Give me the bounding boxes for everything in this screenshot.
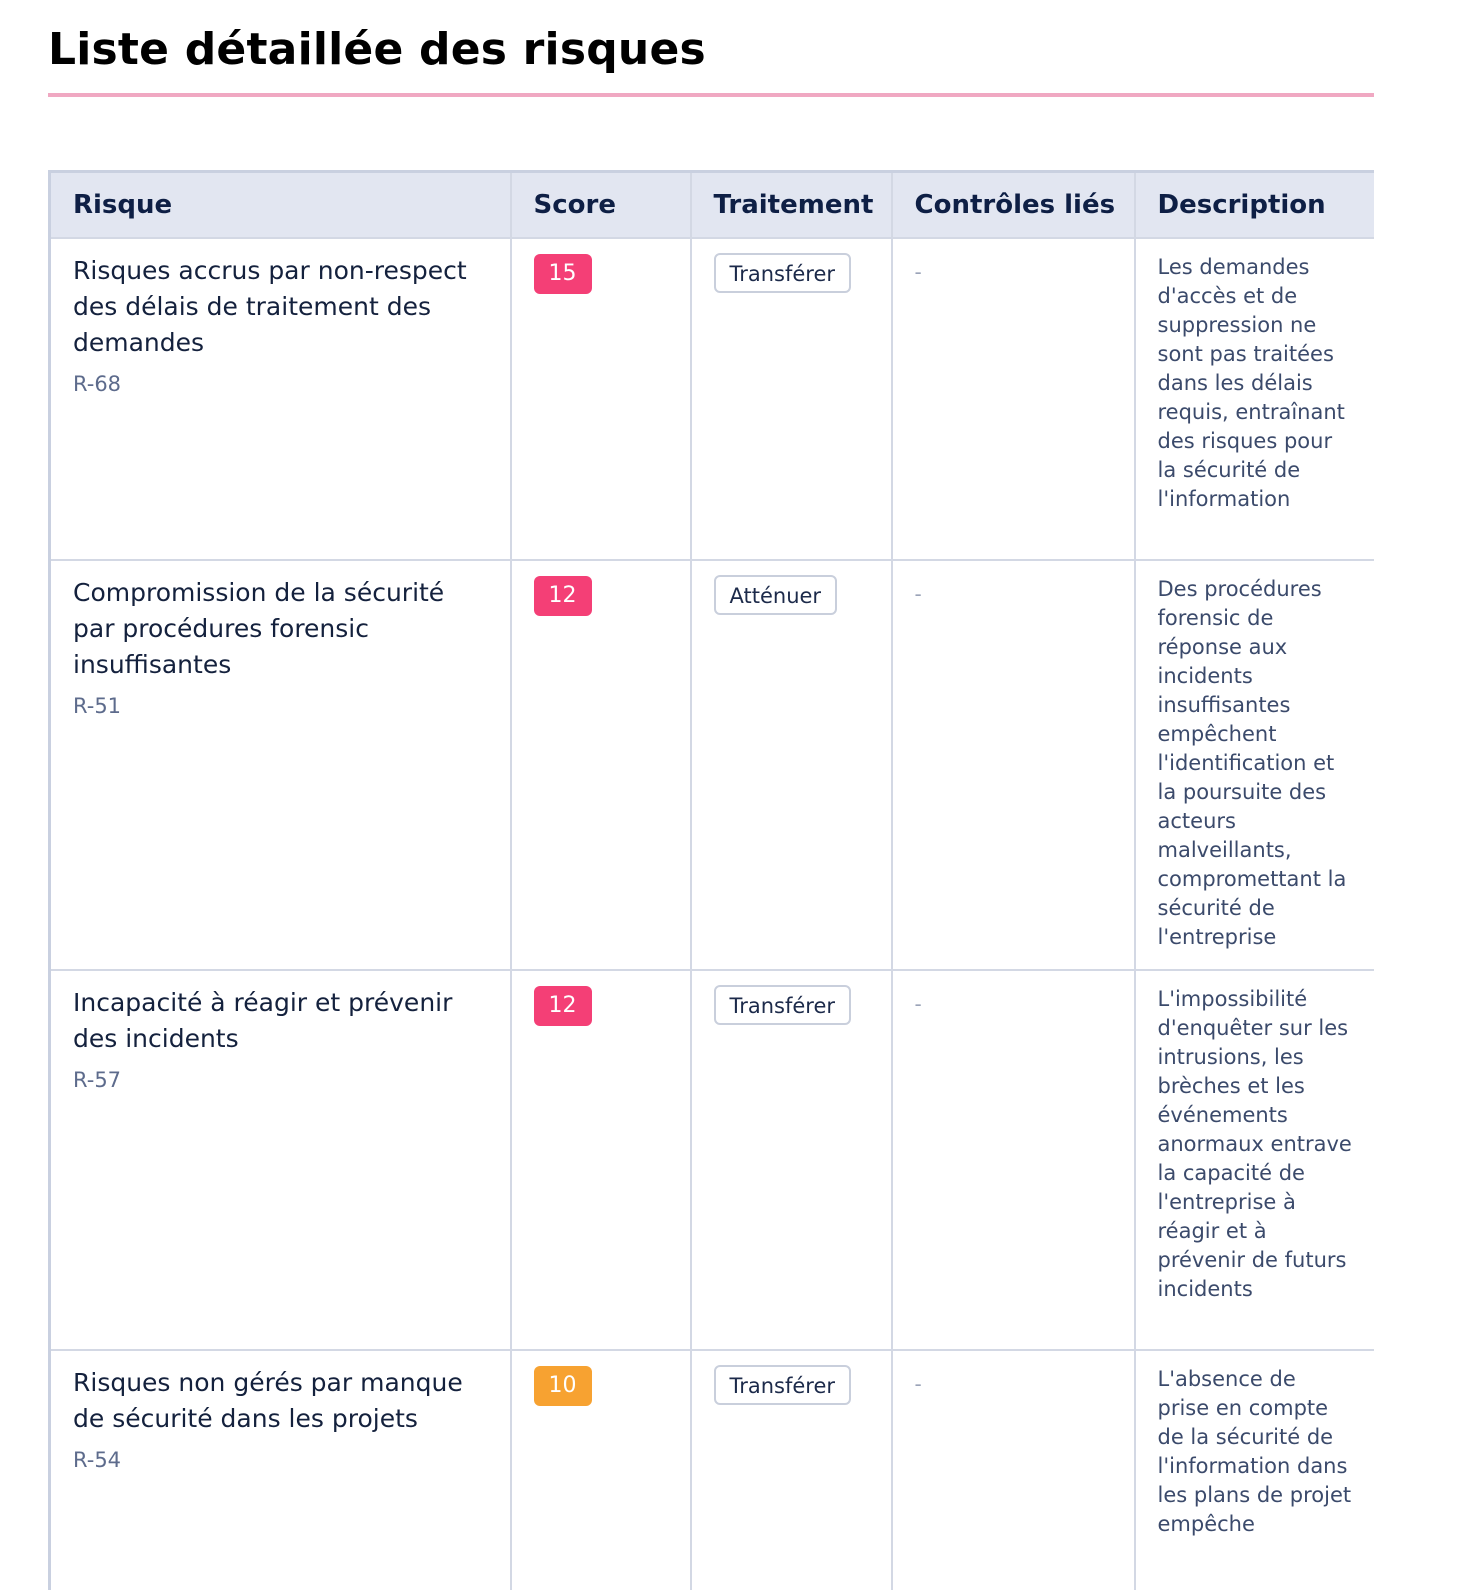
- linked-controls-value: -: [914, 260, 922, 284]
- risk-cell: [50, 560, 511, 970]
- risk-cell: [50, 1350, 511, 1590]
- risk-cell: [50, 970, 511, 1350]
- treatment-cell: [691, 238, 892, 560]
- treatment-button[interactable]: Transférer: [714, 253, 852, 293]
- description-cell: [1135, 560, 1375, 970]
- description-cell: [1135, 1350, 1375, 1590]
- linked-controls-value: -: [914, 992, 922, 1016]
- table-header-row: [50, 172, 1375, 239]
- risk-name[interactable]: Compromission de la sécurité par procédures forensic insuffisantes: [73, 578, 445, 679]
- treatment-button[interactable]: Atténuer: [714, 575, 838, 615]
- score-cell: [511, 238, 691, 560]
- controls-cell: [892, 238, 1135, 560]
- risk-name[interactable]: Risques accrus par non-respect des délais de traitement des demandes: [73, 256, 467, 357]
- risk-description: Les demandes d'accès et de suppression ne sont pas traitées dans les délais requis, entraînant des risques pour la sécurité de l'information: [1157, 255, 1345, 511]
- risk-description: Des procédures forensic de réponse aux incidents insuffisantes empêchent l'identification et la poursuite des acteurs malveillants, compromettant la sécurité de l'entreprise: [1157, 577, 1347, 949]
- description-cell: [1135, 238, 1375, 560]
- column-header-description[interactable]: Description: [1135, 172, 1375, 239]
- controls-cell: [892, 1350, 1135, 1590]
- description-cell: [1135, 970, 1375, 1350]
- treatment-cell: [691, 560, 892, 970]
- risk-id: R-57: [73, 1068, 122, 1092]
- treatment-cell: [691, 1350, 892, 1590]
- risk-name[interactable]: Incapacité à réagir et prévenir des incidents: [73, 988, 453, 1053]
- controls-cell: [892, 970, 1135, 1350]
- column-header-treatment[interactable]: Traitement: [691, 172, 892, 239]
- column-header-risk[interactable]: Risque: [50, 172, 511, 239]
- score-cell: [511, 1350, 691, 1590]
- controls-cell: [892, 560, 1135, 970]
- treatment-button[interactable]: Transférer: [714, 1365, 852, 1405]
- linked-controls-value: -: [914, 1372, 922, 1396]
- score-badge: 10: [534, 1366, 592, 1406]
- page-title: Liste détaillée des risques: [48, 24, 706, 75]
- risk-table: [48, 170, 1374, 1590]
- risk-cell: [50, 238, 511, 560]
- treatment-button[interactable]: Transférer: [714, 985, 852, 1025]
- score-badge: 15: [534, 254, 592, 294]
- title-divider: [48, 93, 1374, 97]
- risk-id: R-68: [73, 372, 122, 396]
- table-row[interactable]: [50, 1350, 1375, 1590]
- score-cell: [511, 560, 691, 970]
- column-header-score[interactable]: Score: [511, 172, 691, 239]
- treatment-cell: [691, 970, 892, 1350]
- risk-description: L'absence de prise en compte de la sécurité de l'information dans les plans de projet empêche: [1157, 1367, 1352, 1536]
- score-badge: 12: [534, 576, 592, 616]
- column-header-controls[interactable]: Contrôles liés: [892, 172, 1135, 239]
- risk-table-container: [48, 170, 1374, 1590]
- risk-description: L'impossibilité d'enquêter sur les intrusions, les brèches et les événements anormaux entrave la capacité de l'entreprise à réagir et à prévenir de futurs incidents: [1157, 987, 1352, 1301]
- table-row[interactable]: [50, 560, 1375, 970]
- score-badge: 12: [534, 986, 592, 1026]
- linked-controls-value: -: [914, 582, 922, 606]
- table-row[interactable]: [50, 238, 1375, 560]
- score-cell: [511, 970, 691, 1350]
- risk-id: R-51: [73, 694, 122, 718]
- risk-name[interactable]: Risques non gérés par manque de sécurité dans les projets: [73, 1368, 463, 1433]
- table-row[interactable]: [50, 970, 1375, 1350]
- risk-id: R-54: [73, 1448, 122, 1472]
